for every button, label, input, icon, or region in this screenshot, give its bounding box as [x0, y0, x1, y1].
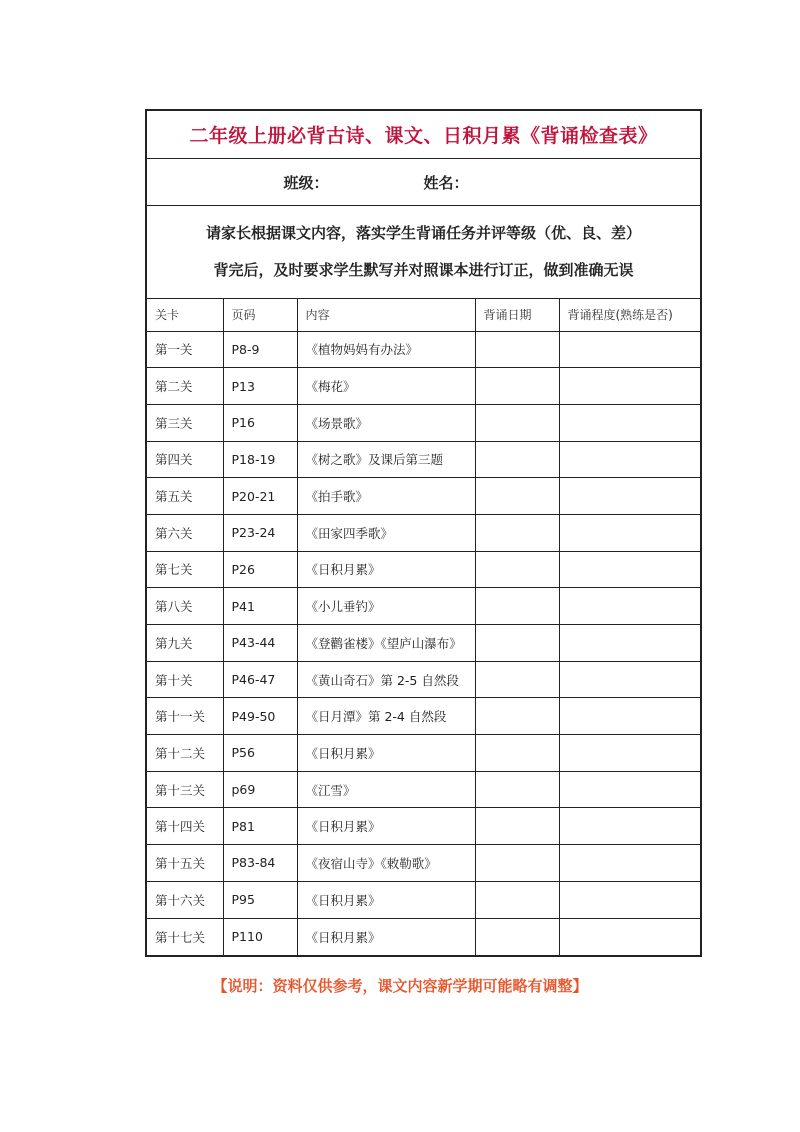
sheet-title: 二年级上册必背古诗、课文、日积月累《背诵检查表》	[147, 111, 700, 159]
table-row	[147, 331, 700, 368]
proficiency-cell[interactable]	[559, 771, 700, 808]
level-cell: 第一关	[147, 331, 223, 368]
proficiency-cell[interactable]	[559, 551, 700, 588]
level-cell: 第四关	[147, 441, 223, 478]
level-cell: 第十关	[147, 661, 223, 698]
level-cell: 第十四关	[147, 808, 223, 845]
proficiency-cell[interactable]	[559, 735, 700, 772]
instruction-line: 请家长根据课文内容，落实学生背诵任务并评等级（优、良、差）	[205, 224, 641, 242]
content-cell: 《日积月累》	[297, 735, 475, 772]
content-cell: 《树之歌》及课后第三题	[297, 441, 475, 478]
page-cell: P23-24	[223, 514, 297, 551]
content-cell: 《日积月累》	[297, 808, 475, 845]
level-cell: 第七关	[147, 551, 223, 588]
proficiency-cell[interactable]	[559, 588, 700, 625]
page-cell: P81	[223, 808, 297, 845]
page-cell: P95	[223, 881, 297, 918]
content-cell: 《植物妈妈有办法》	[297, 331, 475, 368]
table-row	[147, 404, 700, 441]
level-cell: 第三关	[147, 404, 223, 441]
page-cell: P18-19	[223, 441, 297, 478]
instructions	[147, 206, 700, 299]
level-cell: 第五关	[147, 478, 223, 515]
date-cell[interactable]	[475, 478, 559, 515]
proficiency-cell[interactable]	[559, 698, 700, 735]
table-row	[147, 698, 700, 735]
table-row	[147, 625, 700, 662]
table-row	[147, 771, 700, 808]
content-cell: 《江雪》	[297, 771, 475, 808]
date-cell[interactable]	[475, 551, 559, 588]
name-label: 姓名：	[423, 173, 469, 192]
content-cell: 《夜宿山寺》《敕勒歌》	[297, 845, 475, 882]
table-row	[147, 735, 700, 772]
date-cell[interactable]	[475, 845, 559, 882]
date-cell[interactable]	[475, 661, 559, 698]
page-cell: P46-47	[223, 661, 297, 698]
date-cell[interactable]	[475, 918, 559, 955]
date-cell[interactable]	[475, 625, 559, 662]
table-row	[147, 808, 700, 845]
level-cell: 第十七关	[147, 918, 223, 955]
checklist-table	[147, 299, 700, 955]
level-cell: 第十三关	[147, 771, 223, 808]
level-cell: 第六关	[147, 514, 223, 551]
page-cell: p69	[223, 771, 297, 808]
date-cell[interactable]	[475, 441, 559, 478]
level-cell: 第十一关	[147, 698, 223, 735]
header-date: 背诵日期	[475, 299, 559, 331]
proficiency-cell[interactable]	[559, 368, 700, 405]
content-cell: 《日积月累》	[297, 551, 475, 588]
content-cell: 《黄山奇石》第 2-5 自然段	[297, 661, 475, 698]
date-cell[interactable]	[475, 404, 559, 441]
proficiency-cell[interactable]	[559, 514, 700, 551]
date-cell[interactable]	[475, 771, 559, 808]
date-cell[interactable]	[475, 735, 559, 772]
page-cell: P56	[223, 735, 297, 772]
class-name-row	[147, 159, 700, 206]
level-cell: 第十六关	[147, 881, 223, 918]
page-cell: P16	[223, 404, 297, 441]
date-cell[interactable]	[475, 881, 559, 918]
level-cell: 第十二关	[147, 735, 223, 772]
page-cell: P49-50	[223, 698, 297, 735]
header-content: 内容	[297, 299, 475, 331]
date-cell[interactable]	[475, 808, 559, 845]
proficiency-cell[interactable]	[559, 441, 700, 478]
level-cell: 第九关	[147, 625, 223, 662]
proficiency-cell[interactable]	[559, 881, 700, 918]
class-label: 班级：	[283, 173, 329, 192]
date-cell[interactable]	[475, 514, 559, 551]
proficiency-cell[interactable]	[559, 331, 700, 368]
content-cell: 《田家四季歌》	[297, 514, 475, 551]
table-row	[147, 551, 700, 588]
table-row	[147, 368, 700, 405]
page-cell: P43-44	[223, 625, 297, 662]
header-page: 页码	[223, 299, 297, 331]
proficiency-cell[interactable]	[559, 661, 700, 698]
date-cell[interactable]	[475, 331, 559, 368]
content-cell: 《日月潭》第 2-4 自然段	[297, 698, 475, 735]
recitation-check-sheet	[145, 109, 702, 957]
page-cell: P8-9	[223, 331, 297, 368]
table-header-row	[147, 299, 700, 331]
content-cell: 《梅花》	[297, 368, 475, 405]
content-cell: 《登鹳雀楼》《望庐山瀑布》	[297, 625, 475, 662]
content-cell: 《场景歌》	[297, 404, 475, 441]
table-row	[147, 881, 700, 918]
proficiency-cell[interactable]	[559, 404, 700, 441]
level-cell: 第八关	[147, 588, 223, 625]
page-cell: P13	[223, 368, 297, 405]
content-cell: 《日积月累》	[297, 918, 475, 955]
level-cell: 第十五关	[147, 845, 223, 882]
table-row	[147, 845, 700, 882]
page-cell: P41	[223, 588, 297, 625]
page-cell: P110	[223, 918, 297, 955]
header-proficiency: 背诵程度(熟练是否)	[559, 299, 700, 331]
proficiency-cell[interactable]	[559, 478, 700, 515]
content-cell: 《小儿垂钓》	[297, 588, 475, 625]
level-cell: 第二关	[147, 368, 223, 405]
table-row	[147, 478, 700, 515]
footnote: 【说明：资料仅供参考，课文内容新学期可能略有调整】	[212, 977, 588, 995]
proficiency-cell[interactable]	[559, 918, 700, 955]
proficiency-cell[interactable]	[559, 625, 700, 662]
table-row	[147, 588, 700, 625]
date-cell[interactable]	[475, 368, 559, 405]
table-row	[147, 918, 700, 955]
proficiency-cell[interactable]	[559, 845, 700, 882]
page-cell: P26	[223, 551, 297, 588]
date-cell[interactable]	[475, 698, 559, 735]
table-row	[147, 661, 700, 698]
content-cell: 《拍手歌》	[297, 478, 475, 515]
instruction-line: 背完后，及时要求学生默写并对照课本进行订正，做到准确无误	[213, 261, 634, 279]
page-cell: P20-21	[223, 478, 297, 515]
table-row	[147, 514, 700, 551]
content-cell: 《日积月累》	[297, 881, 475, 918]
page-cell: P83-84	[223, 845, 297, 882]
header-level: 关卡	[147, 299, 223, 331]
proficiency-cell[interactable]	[559, 808, 700, 845]
date-cell[interactable]	[475, 588, 559, 625]
table-row	[147, 441, 700, 478]
